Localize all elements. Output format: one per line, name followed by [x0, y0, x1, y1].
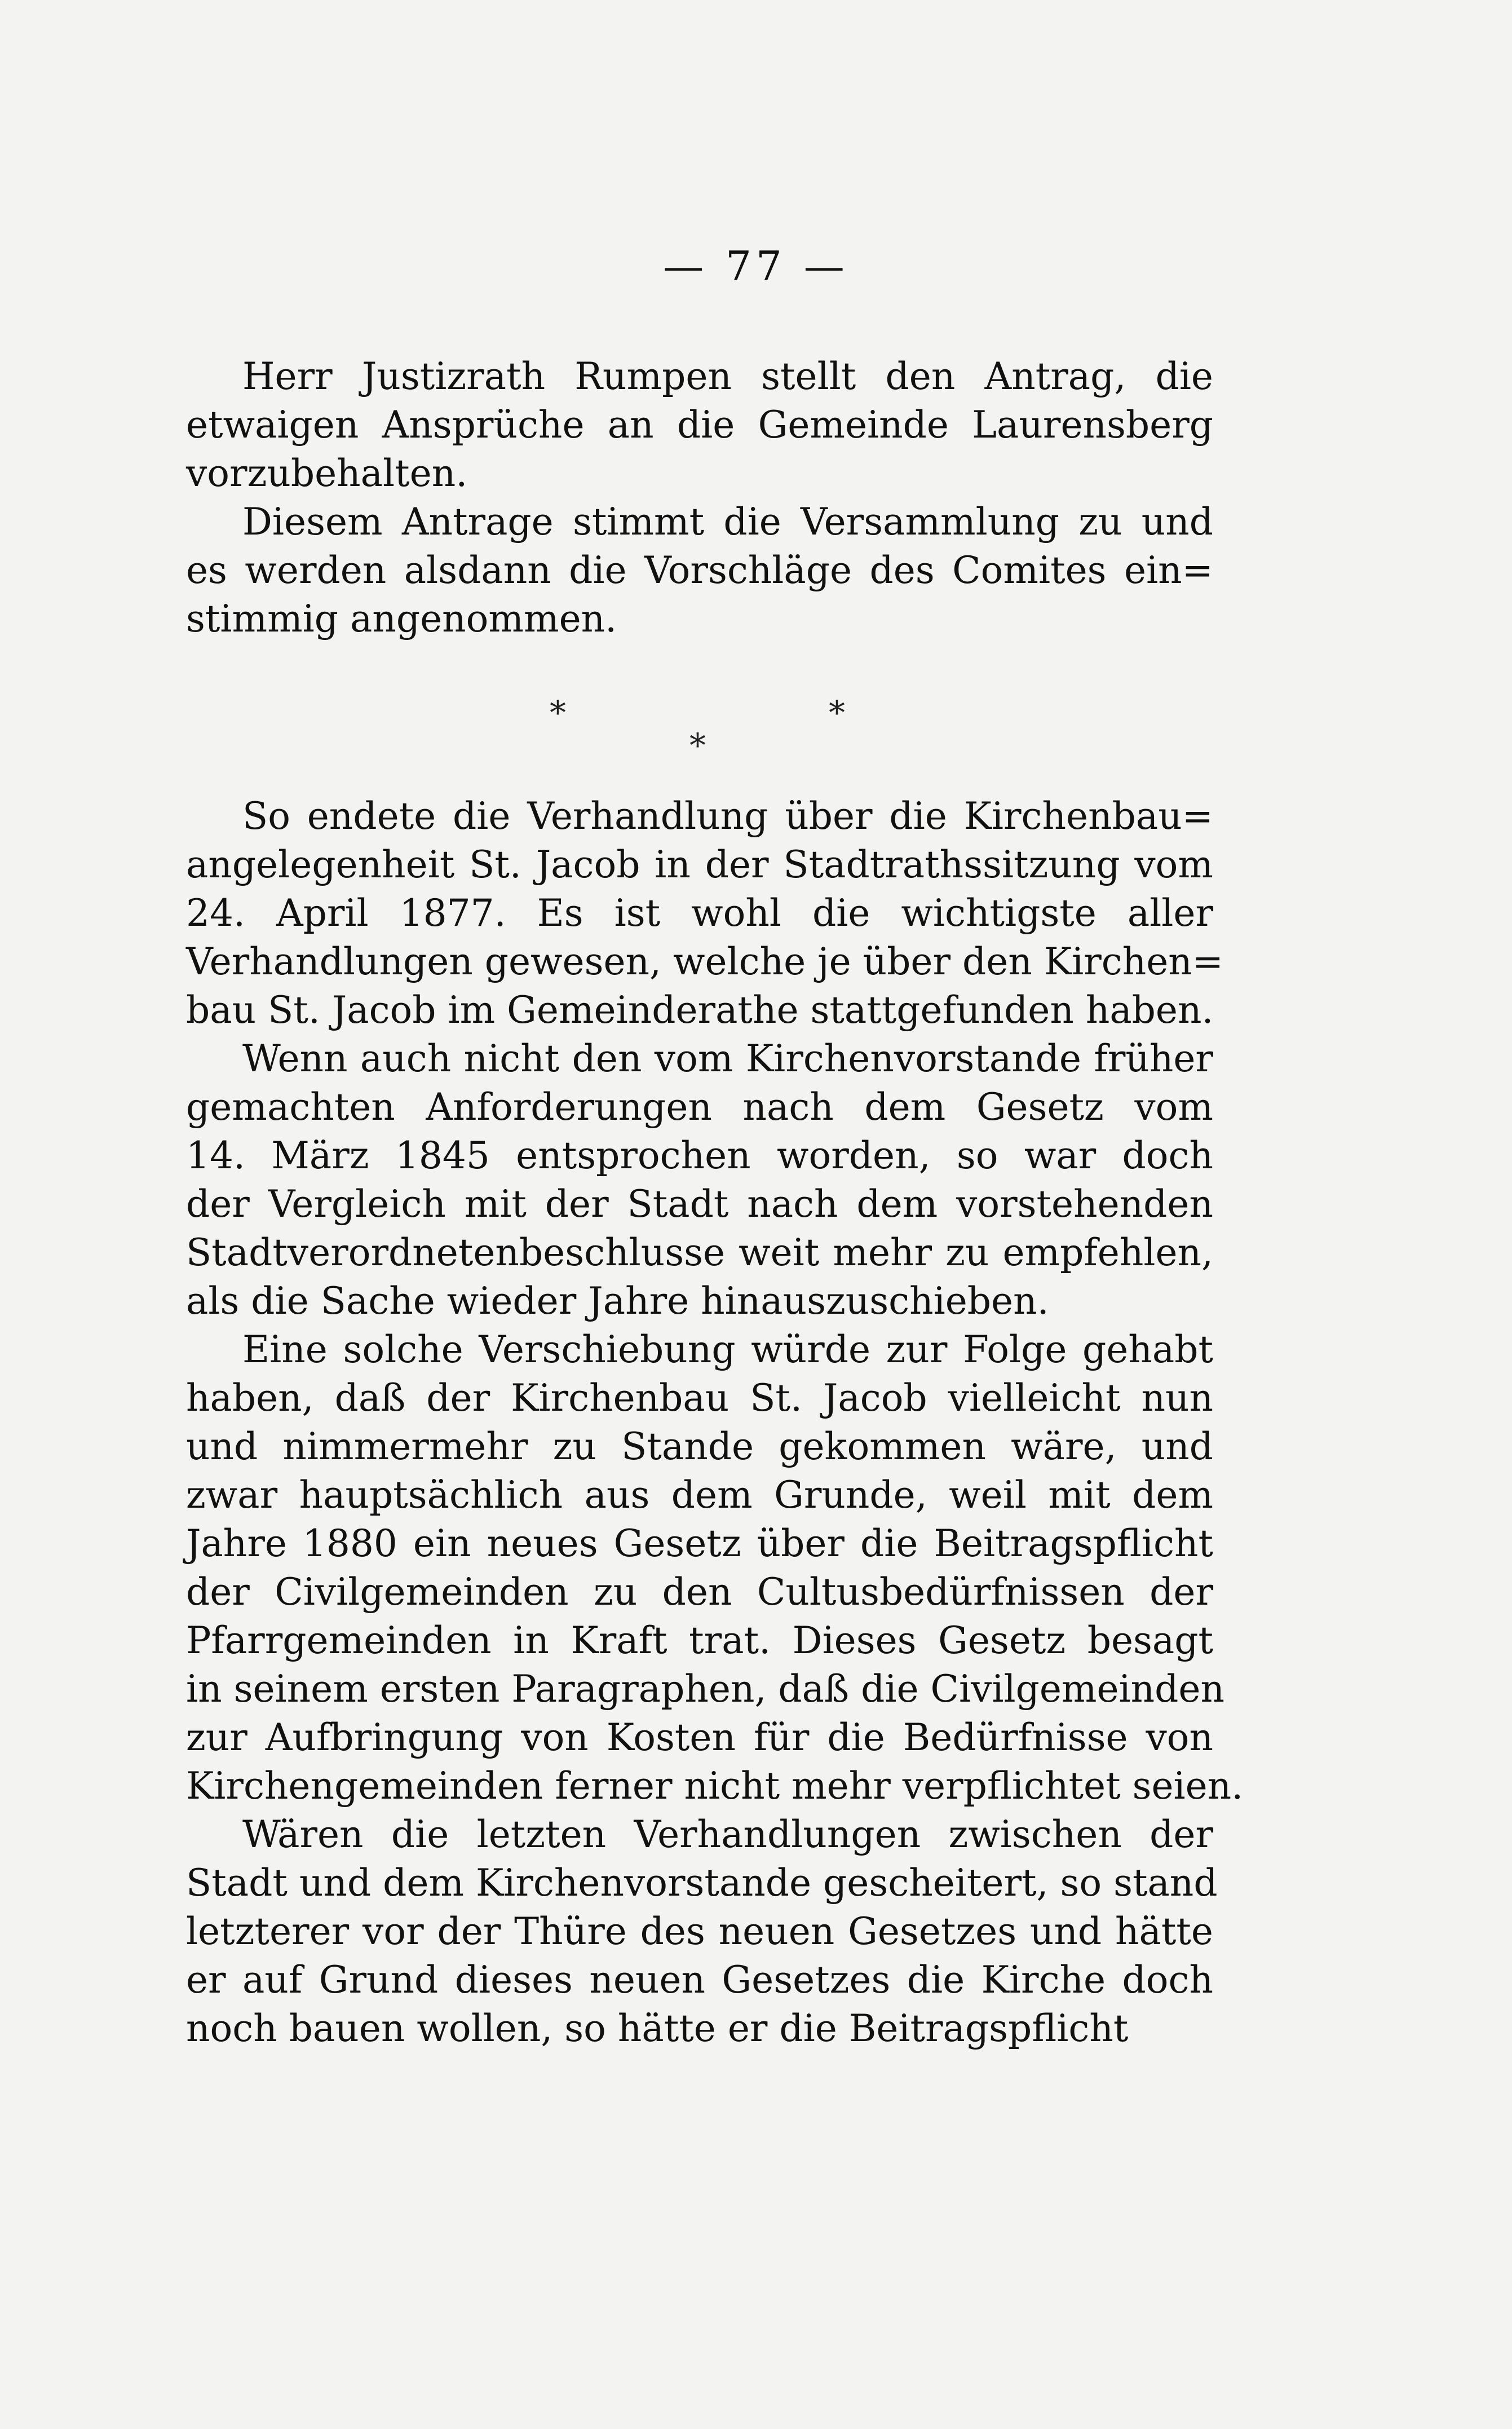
text-block-bottom [186, 792, 1244, 2053]
text-line: 14. März 1845 entsprochen worden, so war doch [186, 1134, 1213, 1177]
text-line: Wenn auch nicht den vom Kirchenvorstande früher [242, 1037, 1213, 1080]
text-line: letzterer vor der Thüre des neuen Gesetzes und hätte [186, 1910, 1213, 1953]
text-line: So endete die Verhandlung über die Kirchenbau= [242, 794, 1213, 838]
text-line: gemachten Anforderungen nach dem Gesetz vom [186, 1085, 1213, 1129]
asterisk: * [550, 694, 566, 732]
text-line: der Vergleich mit der Stadt nach dem vorstehenden [186, 1182, 1213, 1226]
asterisk: * [829, 694, 845, 732]
text-line: etwaigen Ansprüche an die Gemeinde Laurensberg [186, 403, 1213, 447]
text-line: Pfarrgemeinden in Kraft trat. Dieses Gesetz besagt [186, 1619, 1213, 1662]
text-block-top [186, 352, 1213, 643]
text-line: in seinem ersten Paragraphen, daß die Civilgemeinden [186, 1667, 1224, 1711]
text-line: Eine solche Verschiebung würde zur Folge gehabt [242, 1328, 1213, 1371]
text-line: zur Aufbringung von Kosten für die Bedürfnisse von [186, 1716, 1213, 1759]
text-line: stimmig angenommen. [186, 597, 617, 641]
paragraph [186, 1326, 1244, 1810]
text-line: bau St. Jacob im Gemeinderathe stattgefunden haben. [186, 988, 1214, 1032]
text-line: Diesem Antrage stimmt die Versammlung zu und [242, 500, 1213, 544]
text-line: 24. April 1877. Es ist wohl die wichtigste aller [186, 891, 1213, 935]
text-line: und nimmermehr zu Stande gekommen wäre, und [186, 1425, 1213, 1468]
asterism-divider [0, 694, 1512, 765]
text-line: es werden alsdann die Vorschläge des Comites ein= [186, 549, 1213, 592]
paragraph [186, 498, 1213, 643]
text-line: angelegenheit St. Jacob in der Stadtrathssitzung vom [186, 843, 1213, 886]
paragraph [186, 792, 1224, 1035]
paragraph [186, 352, 1213, 498]
text-line: Stadt und dem Kirchenvorstande gescheitert, so stand [186, 1861, 1218, 1905]
asterisk: * [689, 726, 706, 765]
text-line: Stadtverordnetenbeschlusse weit mehr zu empfehlen, [186, 1231, 1213, 1274]
text-line: als die Sache wieder Jahre hinauszuschieben. [186, 1279, 1049, 1323]
text-line: haben, daß der Kirchenbau St. Jacob vielleicht nun [186, 1376, 1213, 1420]
page-number: — 77 — [663, 242, 849, 290]
text-line: Verhandlungen gewesen, welche je über den Kirchen= [186, 940, 1224, 983]
text-line: vorzubehalten. [186, 452, 468, 495]
text-line: Jahre 1880 ein neues Gesetz über die Beitragspflicht [186, 1522, 1213, 1565]
paragraph [186, 1810, 1218, 2053]
text-line: der Civilgemeinden zu den Cultusbedürfnissen der [186, 1570, 1213, 1614]
text-line: Kirchengemeinden ferner nicht mehr verpflichtet seien. [186, 1764, 1244, 1808]
text-line: er auf Grund dieses neuen Gesetzes die Kirche doch [186, 1958, 1213, 2002]
text-line: noch bauen wollen, so hätte er die Beitragspflicht [186, 2007, 1129, 2050]
paragraph [186, 1035, 1213, 1326]
text-line: zwar hauptsächlich aus dem Grunde, weil mit dem [186, 1473, 1213, 1517]
text-line: Herr Justizrath Rumpen stellt den Antrag, die [242, 355, 1213, 398]
text-line: Wären die letzten Verhandlungen zwischen der [242, 1813, 1213, 1856]
